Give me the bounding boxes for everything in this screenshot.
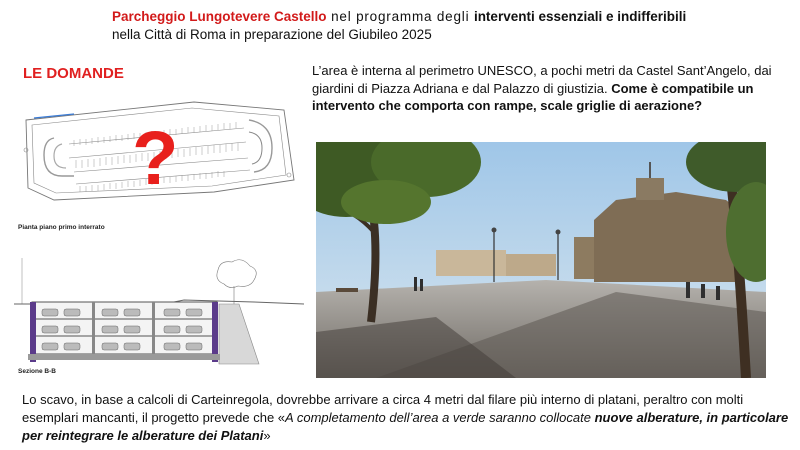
title-highlight: Parcheggio Lungotevere Castello xyxy=(112,9,327,24)
section-drawing xyxy=(14,244,304,369)
title-part2: nella xyxy=(112,27,145,42)
title-bold2: Città di Roma in preparazione del Giubileo 2025 xyxy=(144,27,432,42)
bottom-bold-italic: nuove alberature, in particolare per reintegrare le alberature dei Platani xyxy=(22,410,789,443)
title-part1: nel programma degli xyxy=(326,9,474,24)
bottom-end: » xyxy=(263,428,271,443)
floor-plan-drawing xyxy=(14,80,304,220)
intro-text: L’area è interna al perimetro UNESCO, a pochi metri da Castel Sant’Angelo, dai giardini di Piazza Adriana e dal Palazzo di giustizia. xyxy=(312,63,772,96)
bottom-paragraph xyxy=(22,391,792,445)
site-photo xyxy=(316,142,766,378)
intro-question: Come è compatibile un intervento che comporta con rampe, scale griglie di aerazione? xyxy=(312,80,754,113)
plan-caption: Pianta piano primo interrato xyxy=(18,224,105,231)
page-title xyxy=(112,8,712,44)
bottom-text: Lo scavo, in base a calcoli di Carteinregola, dovrebbe arrivare a circa 4 metri dal filare più interno di platani, peraltro con molti esemplari mancanti, il progetto prevede che « xyxy=(22,392,744,425)
bottom-italic: A completamento dell’area a verde saranno collocate xyxy=(285,410,595,425)
intro-paragraph xyxy=(312,62,792,115)
questions-heading: LE DOMANDE xyxy=(23,65,124,82)
title-bold1: interventi essenziali e indifferibili xyxy=(473,9,687,24)
question-mark: ? xyxy=(132,116,179,201)
section-caption: Sezione B-B xyxy=(18,368,56,375)
